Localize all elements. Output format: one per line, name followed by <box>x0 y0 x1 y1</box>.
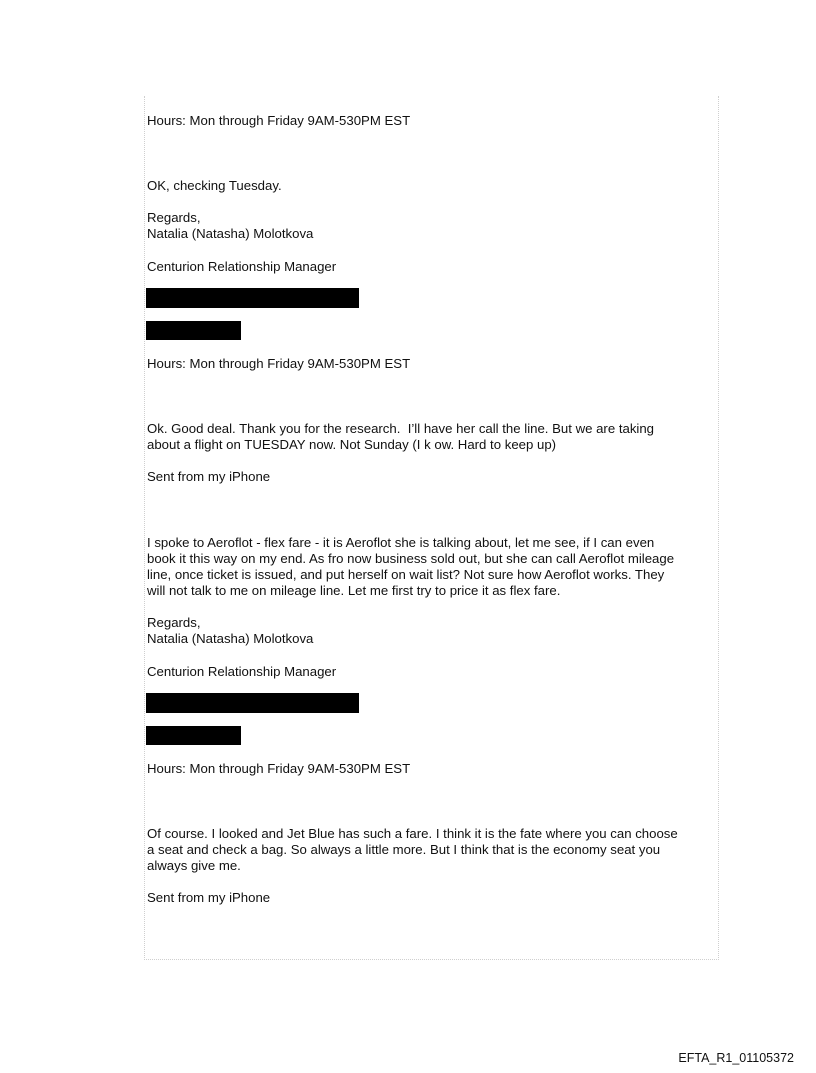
message-text: always give me. <box>147 858 241 873</box>
business-hours-text: Hours: Mon through Friday 9AM-530PM EST <box>147 113 411 128</box>
sent-from-iphone-text: Sent from my iPhone <box>147 890 271 905</box>
message-text: a seat and check a bag. So always a little more. But I think that is the economy seat you <box>147 842 661 857</box>
message-text: book it this way on my end. As fro now business sold out, but she can call Aeroflot mileage <box>147 551 675 566</box>
business-hours-text: Hours: Mon through Friday 9AM-530PM EST <box>147 761 411 776</box>
redaction-bar <box>146 321 241 340</box>
signature-title: Centurion Relationship Manager <box>147 259 337 274</box>
signature-name: Natalia (Natasha) Molotkova <box>147 226 314 241</box>
message-text: I spoke to Aeroflot - flex fare - it is Aeroflot she is talking about, let me see, if I can even <box>147 535 655 550</box>
message-text: will not talk to me on mileage line. Let me first try to price it as flex fare. <box>147 583 561 598</box>
message-text: OK, checking Tuesday. <box>147 178 282 193</box>
redaction-bar <box>146 726 241 745</box>
signature-title: Centurion Relationship Manager <box>147 664 337 679</box>
message-text: Ok. Good deal. Thank you for the research. I’ll have her call the line. But we are taking <box>147 421 655 436</box>
document-id-footer: EFTA_R1_01105372 <box>678 1051 794 1065</box>
message-text: about a flight on TUESDAY now. Not Sunday (I k ow. Hard to keep up) <box>147 437 557 452</box>
signature-name: Natalia (Natasha) Molotkova <box>147 631 314 646</box>
message-text: Of course. I looked and Jet Blue has such a fare. I think it is the fate where you can choose <box>147 826 678 841</box>
sent-from-iphone-text: Sent from my iPhone <box>147 469 271 484</box>
signature-regards: Regards, <box>147 615 201 630</box>
redaction-bar <box>146 288 359 308</box>
business-hours-text: Hours: Mon through Friday 9AM-530PM EST <box>147 356 411 371</box>
redaction-bar <box>146 693 359 713</box>
signature-regards: Regards, <box>147 210 201 225</box>
message-text: line, once ticket is issued, and put herself on wait list? Not sure how Aeroflot works. They <box>147 567 665 582</box>
